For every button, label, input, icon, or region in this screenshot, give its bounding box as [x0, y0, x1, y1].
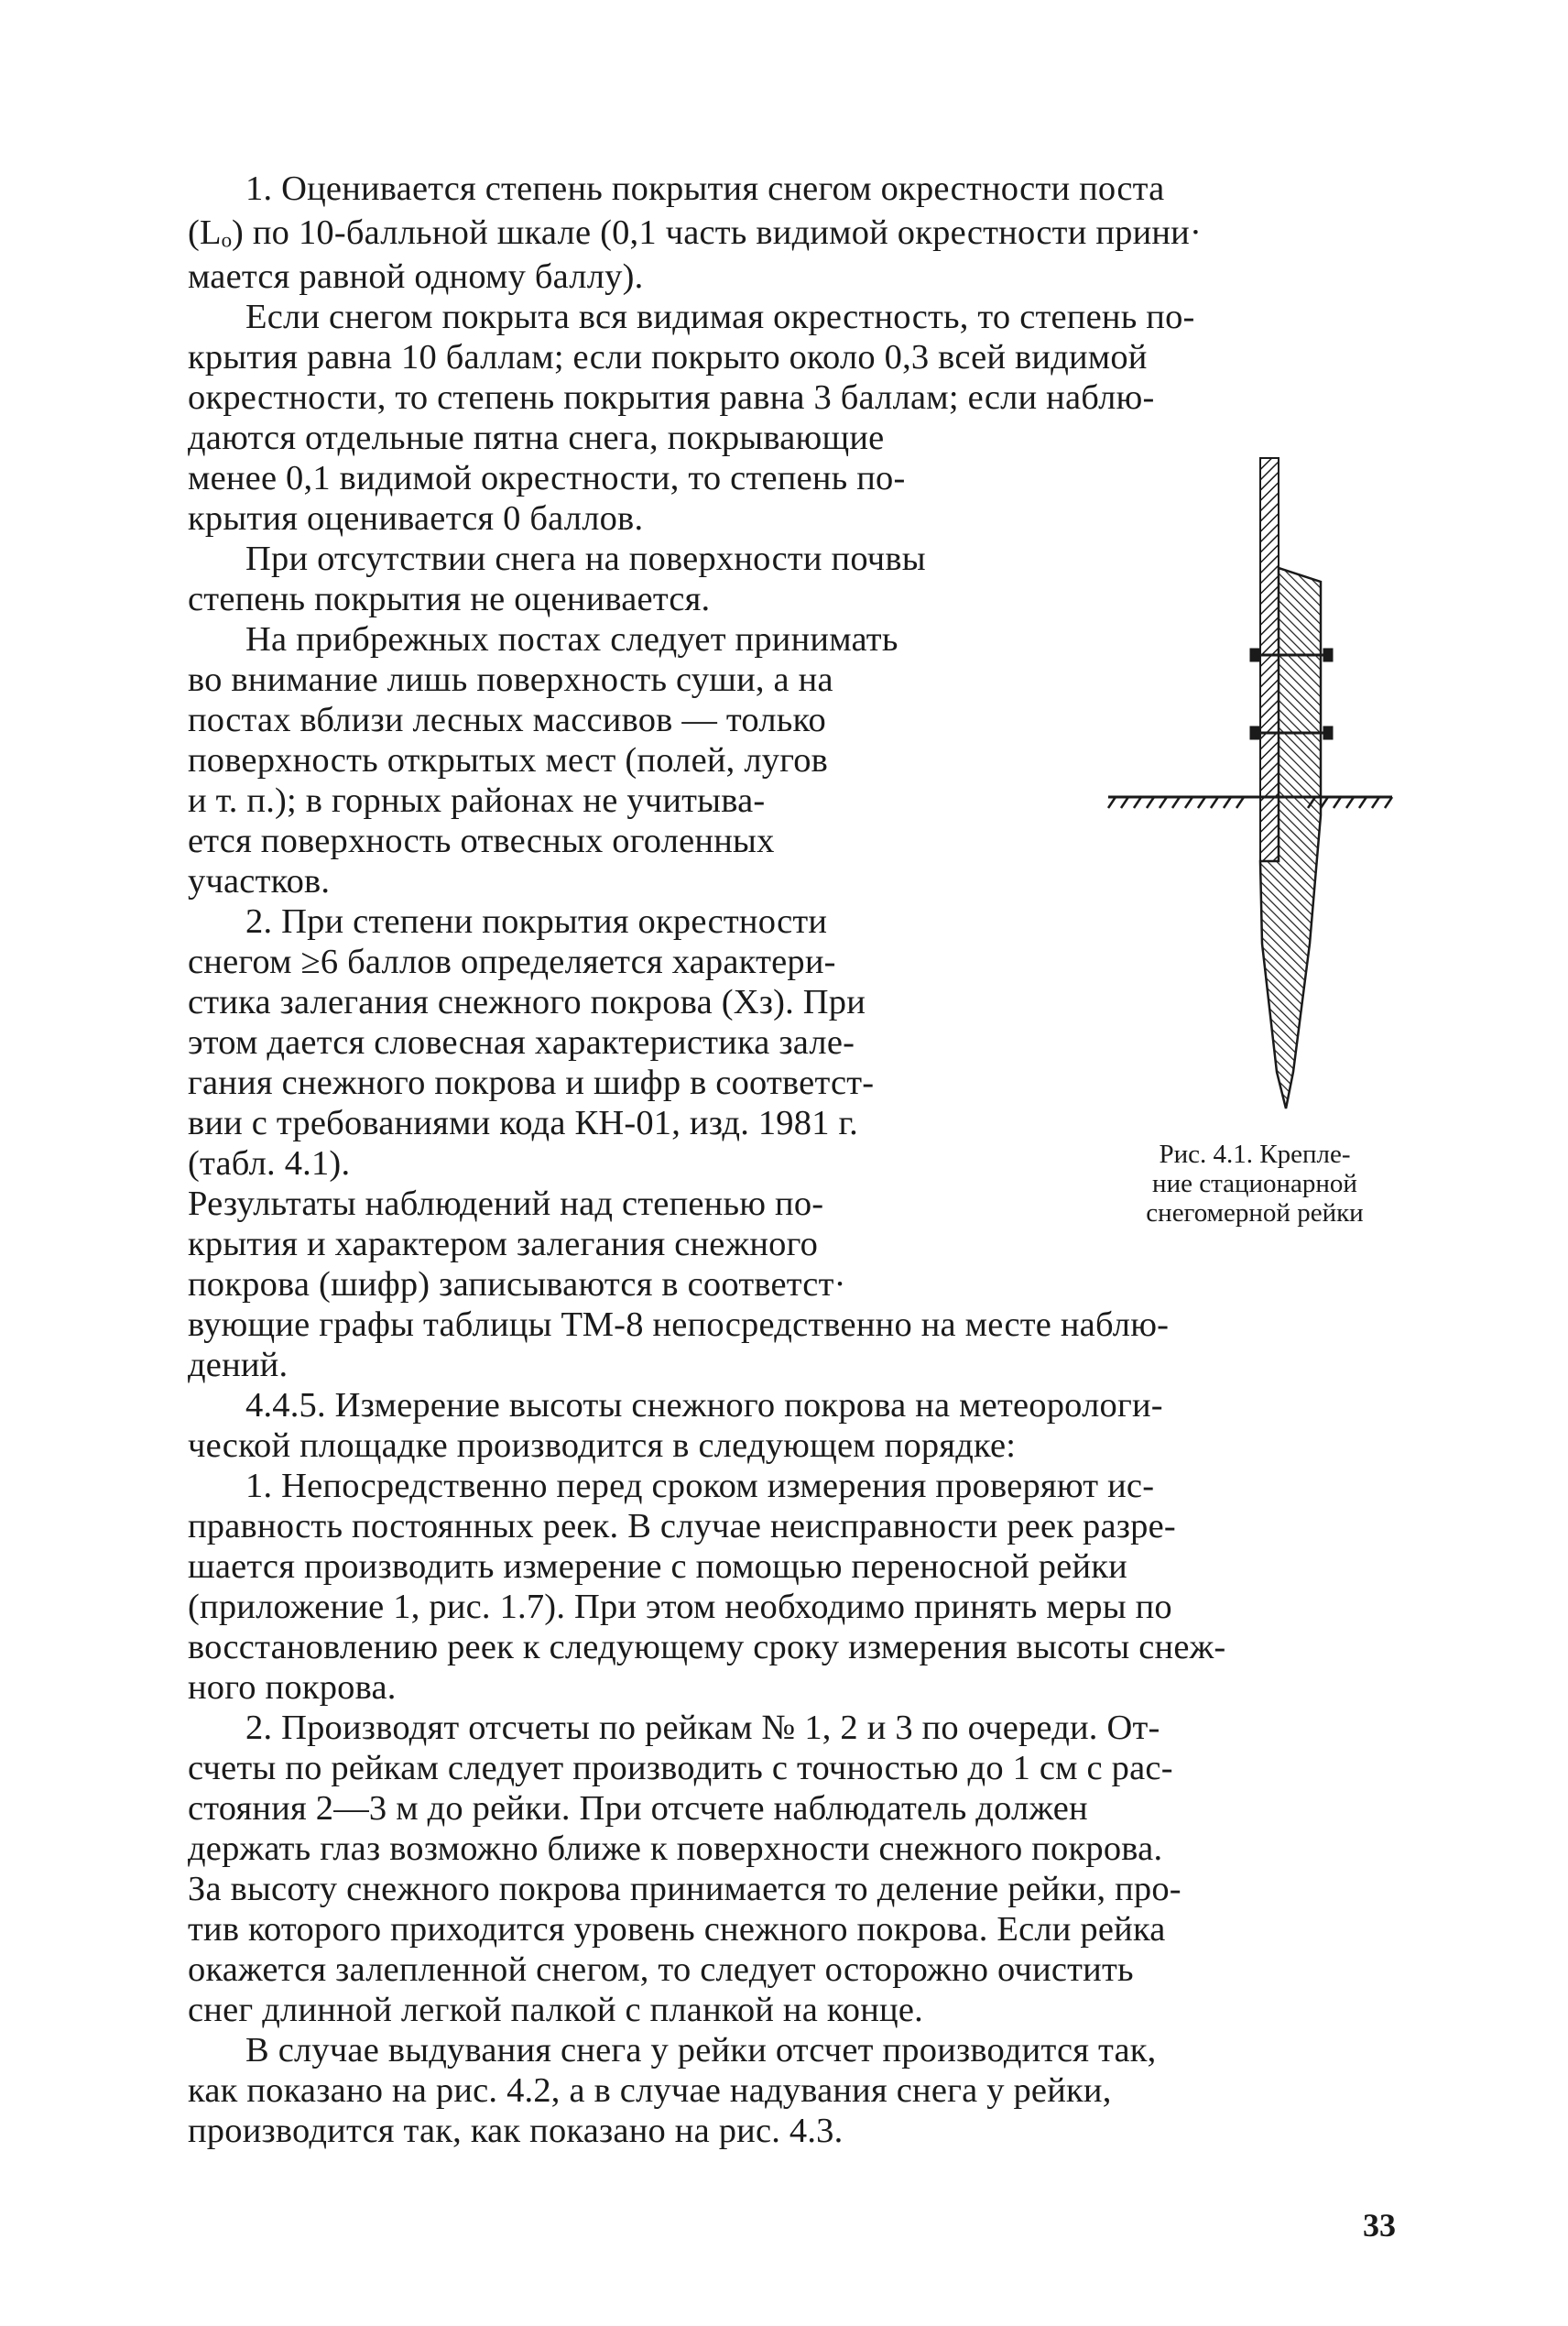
- text-line: шается производить измерение с помощью переносной рейки: [188, 1547, 1127, 1586]
- text-line: крытия и характером залегания снежного: [188, 1225, 819, 1263]
- text-line: тив которого приходится уровень снежного покрова. Если рейка: [188, 1910, 1166, 1949]
- text-line: производится так, как показано на рис. 4.3.: [188, 2112, 844, 2150]
- text-line: менее 0,1 видимой окрестности, то степень по-: [188, 459, 906, 497]
- text-line: стояния 2—3 м до рейки. При отсчете наблюдатель должен: [188, 1789, 1088, 1828]
- figure-caption-line: снегомерной рейки: [1146, 1198, 1364, 1228]
- text-line: Результаты наблюдений над степенью по-: [188, 1185, 824, 1223]
- text-line: степень покрытия не оценивается.: [188, 580, 711, 618]
- text-line: правность постоянных реек. В случае неисправности реек разре-: [188, 1507, 1176, 1545]
- text-line: счеты по рейкам следует производить с точностью до 1 см с рас-: [188, 1749, 1173, 1787]
- text-line: (Lₒ) по 10-балльной шкале (0,1 часть видимой окрестности прини·: [188, 213, 1203, 252]
- figure-caption-line: Рис. 4.1. Крепле-: [1159, 1140, 1351, 1169]
- text-line: 2. При степени покрытия окрестности: [245, 902, 828, 941]
- page-number: 33: [1363, 2207, 1396, 2244]
- text-line: снег длинной легкой палкой с планкой на конце.: [188, 1991, 923, 2029]
- text-line: постах вблизи лесных массивов — только: [188, 701, 826, 739]
- text-line: На прибрежных постах следует принимать: [245, 620, 898, 659]
- section-heading-line: 4.4.5. Измерение высоты снежного покрова на метеорологи-: [245, 1386, 1163, 1425]
- text-line: окажется залепленной снегом, то следует осторожно очистить: [188, 1950, 1134, 1989]
- snow-stake-drawing: [1081, 431, 1410, 1127]
- text-line: во внимание лишь поверхность суши, а на: [188, 661, 833, 699]
- text-line: крытия оценивается 0 баллов.: [188, 499, 644, 538]
- text-line: При отсутствии снега на поверхности почвы: [245, 540, 926, 578]
- text-line: участков.: [188, 862, 331, 901]
- stake-board: [1260, 458, 1279, 861]
- ground-line: [1108, 797, 1392, 808]
- text-line: восстановлению реек к следующему сроку измерения высоты снеж-: [188, 1628, 1226, 1666]
- text-line: ного покрова.: [188, 1668, 397, 1707]
- text-line: Если снегом покрыта вся видимая окрестность, то степень по-: [245, 298, 1195, 336]
- text-line: окрестности, то степень покрытия равна 3 баллам; если наблю-: [188, 378, 1155, 417]
- text-line: этом дается словесная характеристика зале-: [188, 1023, 855, 1062]
- text-line: стика залегания снежного покрова (Xз). При: [188, 983, 866, 1021]
- text-line: 1. Оценивается степень покрытия снегом окрестности поста: [245, 169, 1165, 208]
- text-line: вующие графы таблицы ТМ-8 непосредственно на месте наблю-: [188, 1305, 1170, 1344]
- text-line: даются отдельные пятна снега, покрывающие: [188, 419, 885, 457]
- text-line: ется поверхность отвесных оголенных: [188, 822, 775, 860]
- text-line: (табл. 4.1).: [188, 1144, 351, 1183]
- text-line: держать глаз возможно ближе к поверхности снежного покрова.: [188, 1829, 1163, 1868]
- text-line: 2. Производят отсчеты по рейкам № 1, 2 и 3 по очереди. От-: [245, 1709, 1160, 1747]
- text-line: 1. Непосредственно перед сроком измерения проверяют ис-: [245, 1467, 1155, 1505]
- text-line: снегом ≥6 баллов определяется характери-: [188, 943, 836, 981]
- text-line: покрова (шифр) записываются в соответст·: [188, 1265, 846, 1304]
- figure-caption-line: ние стационарной: [1152, 1169, 1357, 1198]
- text-line: как показано на рис. 4.2, а в случае надувания снега у рейки,: [188, 2071, 1112, 2110]
- text-line: вии с требованиями кода КН-01, изд. 1981 г.: [188, 1104, 858, 1142]
- text-line: За высоту снежного покрова принимается то деление рейки, про-: [188, 1870, 1181, 1908]
- text-line: (приложение 1, рис. 1.7). При этом необходимо принять меры по: [188, 1588, 1172, 1626]
- text-line: ческой площадке производится в следующем порядке:: [188, 1426, 1017, 1465]
- text-line: гания снежного покрова и шифр в соответст-: [188, 1064, 875, 1102]
- text-line: крытия равна 10 баллам; если покрыто около 0,3 всей видимой: [188, 338, 1148, 377]
- text-line: поверхность открытых мест (полей, лугов: [188, 741, 829, 780]
- text-line: дений.: [188, 1346, 289, 1384]
- figure-snow-stake: [1081, 431, 1410, 1131]
- text-line: и т. п.); в горных районах не учитыва-: [188, 781, 766, 820]
- text-line: мается равной одному баллу).: [188, 257, 644, 296]
- text-line: В случае выдувания снега у рейки отсчет производится так,: [245, 2031, 1157, 2069]
